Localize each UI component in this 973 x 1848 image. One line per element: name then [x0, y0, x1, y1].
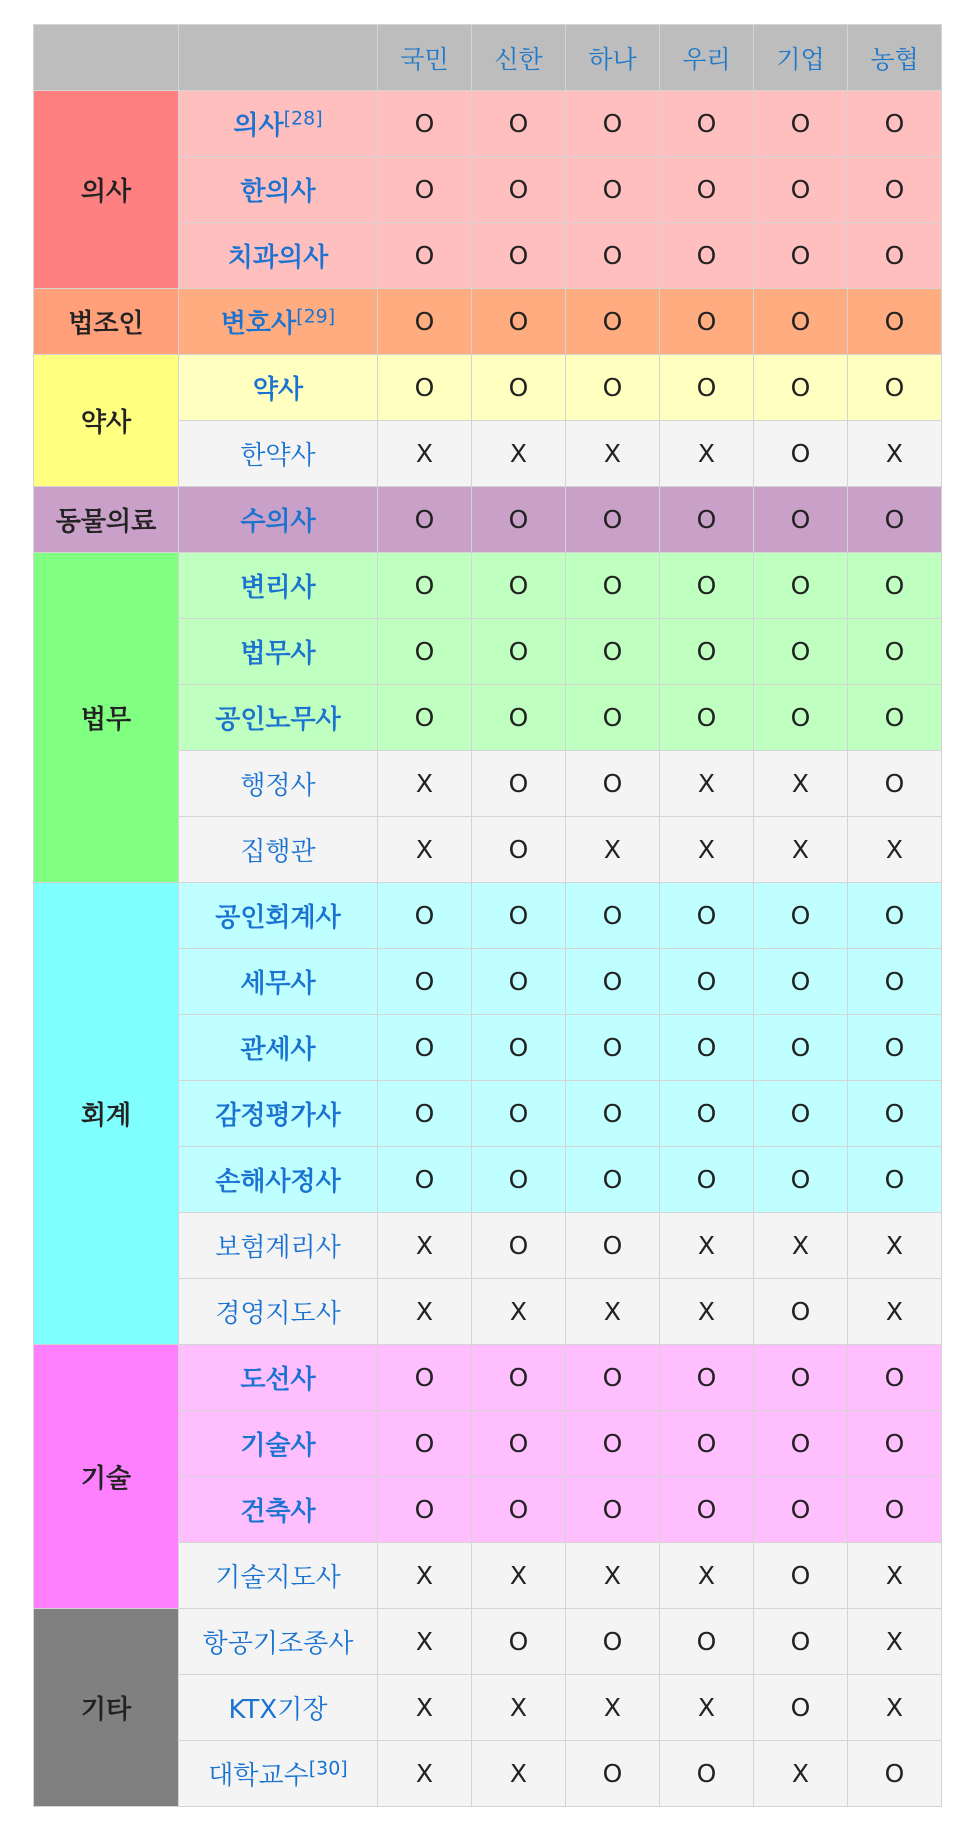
eligibility-cell: O	[660, 355, 754, 421]
eligibility-cell: O	[566, 685, 660, 751]
table-row	[34, 1345, 942, 1411]
eligibility-cell: O	[566, 883, 660, 949]
eligibility-cell: X	[378, 1609, 472, 1675]
eligibility-cell: O	[754, 619, 848, 685]
eligibility-cell: O	[378, 553, 472, 619]
job-link[interactable]	[179, 289, 378, 355]
eligibility-cell: O	[378, 619, 472, 685]
eligibility-cell: O	[566, 1081, 660, 1147]
eligibility-cell: O	[848, 289, 942, 355]
eligibility-cell: O	[566, 157, 660, 223]
eligibility-cell: O	[660, 883, 754, 949]
eligibility-cell: O	[566, 1345, 660, 1411]
eligibility-cell: O	[754, 1015, 848, 1081]
eligibility-cell: O	[378, 289, 472, 355]
footnote-ref[interactable]: [30]	[308, 1757, 348, 1780]
eligibility-cell: O	[566, 1477, 660, 1543]
eligibility-cell: O	[848, 1411, 942, 1477]
eligibility-cell: O	[472, 1081, 566, 1147]
eligibility-cell: X	[566, 1543, 660, 1609]
job-link[interactable]	[179, 553, 378, 619]
eligibility-cell: O	[378, 91, 472, 157]
eligibility-cell: O	[472, 685, 566, 751]
job-link[interactable]	[179, 1609, 378, 1675]
eligibility-cell: O	[472, 1345, 566, 1411]
job-link[interactable]	[179, 1345, 378, 1411]
eligibility-cell: O	[378, 355, 472, 421]
eligibility-cell: O	[566, 1213, 660, 1279]
eligibility-cell: O	[660, 1477, 754, 1543]
eligibility-cell: O	[378, 487, 472, 553]
eligibility-cell: O	[472, 883, 566, 949]
eligibility-cell: X	[378, 1543, 472, 1609]
eligibility-cell: O	[472, 223, 566, 289]
job-name[interactable]: 경영지도사	[215, 1299, 341, 1329]
job-name[interactable]: 건축사	[240, 1497, 316, 1527]
header-blank-job	[179, 25, 378, 91]
header-bank-ibk: 기업	[754, 25, 848, 91]
eligibility-cell: X	[660, 1213, 754, 1279]
eligibility-cell: X	[660, 1279, 754, 1345]
eligibility-cell: X	[848, 1213, 942, 1279]
eligibility-cell: X	[660, 751, 754, 817]
eligibility-cell: O	[848, 883, 942, 949]
job-link[interactable]	[179, 1147, 378, 1213]
eligibility-cell: O	[754, 1609, 848, 1675]
job-name[interactable]: 보험계리사	[215, 1233, 341, 1263]
eligibility-cell: X	[472, 1741, 566, 1807]
eligibility-cell: O	[848, 1477, 942, 1543]
eligibility-cell: X	[660, 817, 754, 883]
job-name[interactable]: 기술사	[240, 1431, 316, 1461]
job-name[interactable]: 한의사	[240, 177, 316, 207]
job-name[interactable]: 행정사	[240, 771, 316, 801]
job-link[interactable]	[179, 1279, 378, 1345]
eligibility-cell: O	[566, 949, 660, 1015]
job-link[interactable]	[179, 1213, 378, 1279]
eligibility-cell: O	[754, 1675, 848, 1741]
table-body	[34, 91, 942, 1807]
eligibility-cell: O	[566, 1147, 660, 1213]
table-row	[34, 883, 942, 949]
job-name[interactable]: 세무사	[240, 969, 316, 999]
group-label: 동물의료	[34, 487, 179, 553]
job-name[interactable]: 감정평가사	[215, 1101, 341, 1131]
eligibility-cell: O	[566, 1411, 660, 1477]
table-row	[34, 289, 942, 355]
eligibility-cell: O	[566, 619, 660, 685]
eligibility-cell: X	[472, 1675, 566, 1741]
eligibility-cell: O	[472, 157, 566, 223]
eligibility-cell: O	[754, 1081, 848, 1147]
job-name[interactable]: 대학교수	[208, 1761, 309, 1791]
eligibility-table-wrapper	[33, 24, 942, 1807]
eligibility-cell: O	[754, 1279, 848, 1345]
job-link[interactable]	[179, 487, 378, 553]
eligibility-cell: O	[566, 223, 660, 289]
eligibility-cell: X	[378, 1675, 472, 1741]
eligibility-cell: X	[848, 1609, 942, 1675]
eligibility-cell: O	[660, 685, 754, 751]
group-label: 의사	[34, 91, 179, 289]
eligibility-cell: O	[848, 223, 942, 289]
eligibility-cell: O	[660, 1015, 754, 1081]
eligibility-cell: O	[566, 751, 660, 817]
eligibility-cell: O	[378, 949, 472, 1015]
header-blank-group	[34, 25, 179, 91]
eligibility-cell: X	[848, 1543, 942, 1609]
eligibility-cell: O	[848, 1015, 942, 1081]
eligibility-cell: O	[472, 751, 566, 817]
eligibility-cell: O	[754, 1345, 848, 1411]
eligibility-cell: O	[660, 1609, 754, 1675]
job-name[interactable]: 변리사	[240, 573, 316, 603]
job-link[interactable]	[179, 685, 378, 751]
eligibility-cell: O	[566, 289, 660, 355]
eligibility-cell: X	[754, 751, 848, 817]
job-name[interactable]: 한약사	[240, 441, 316, 471]
eligibility-cell: O	[660, 91, 754, 157]
eligibility-cell: O	[754, 421, 848, 487]
eligibility-cell: O	[848, 553, 942, 619]
eligibility-cell: X	[660, 1675, 754, 1741]
eligibility-cell: O	[848, 1345, 942, 1411]
eligibility-cell: O	[754, 949, 848, 1015]
eligibility-table	[33, 24, 942, 1807]
eligibility-cell: X	[378, 751, 472, 817]
eligibility-cell: O	[754, 355, 848, 421]
eligibility-cell: X	[472, 421, 566, 487]
group-label: 법조인	[34, 289, 179, 355]
eligibility-cell: O	[754, 1147, 848, 1213]
eligibility-cell: O	[754, 157, 848, 223]
job-name[interactable]: 집행관	[240, 837, 316, 867]
eligibility-cell: O	[754, 91, 848, 157]
eligibility-cell: X	[472, 1279, 566, 1345]
job-link[interactable]	[179, 1411, 378, 1477]
eligibility-cell: O	[566, 91, 660, 157]
eligibility-cell: X	[378, 421, 472, 487]
job-link[interactable]	[179, 883, 378, 949]
eligibility-cell: O	[660, 289, 754, 355]
eligibility-cell: O	[848, 1741, 942, 1807]
eligibility-cell: O	[566, 487, 660, 553]
job-name[interactable]: 법무사	[240, 639, 316, 669]
job-link[interactable]	[179, 751, 378, 817]
job-link[interactable]	[179, 817, 378, 883]
eligibility-cell: O	[378, 1015, 472, 1081]
group-label: 법무	[34, 553, 179, 883]
group-label: 회계	[34, 883, 179, 1345]
eligibility-cell: O	[472, 1015, 566, 1081]
job-link[interactable]	[179, 1081, 378, 1147]
job-name[interactable]: 수의사	[240, 507, 316, 537]
job-link[interactable]	[179, 1741, 378, 1807]
eligibility-cell: O	[660, 619, 754, 685]
eligibility-cell: X	[566, 1675, 660, 1741]
eligibility-cell: O	[848, 91, 942, 157]
eligibility-cell: O	[378, 1147, 472, 1213]
eligibility-cell: O	[848, 949, 942, 1015]
eligibility-cell: X	[378, 1213, 472, 1279]
job-name[interactable]: 의사	[233, 111, 284, 141]
job-name[interactable]: 치과의사	[227, 243, 329, 273]
table-row	[34, 91, 942, 157]
eligibility-cell: O	[848, 619, 942, 685]
eligibility-cell: O	[660, 157, 754, 223]
eligibility-cell: O	[566, 355, 660, 421]
job-link[interactable]	[179, 949, 378, 1015]
job-name[interactable]: KTX기장	[228, 1695, 328, 1725]
table-row	[34, 487, 942, 553]
job-name[interactable]: 약사	[252, 375, 304, 405]
eligibility-cell: O	[754, 1411, 848, 1477]
eligibility-cell: X	[754, 1213, 848, 1279]
job-link[interactable]	[179, 1015, 378, 1081]
eligibility-cell: X	[566, 817, 660, 883]
eligibility-cell: X	[848, 421, 942, 487]
job-name[interactable]: 공인회계사	[215, 903, 341, 933]
eligibility-cell: O	[660, 553, 754, 619]
eligibility-cell: O	[660, 1345, 754, 1411]
job-link[interactable]	[179, 421, 378, 487]
eligibility-cell: O	[660, 1147, 754, 1213]
eligibility-cell: O	[472, 1609, 566, 1675]
job-link[interactable]	[179, 619, 378, 685]
eligibility-cell: X	[472, 1543, 566, 1609]
job-name[interactable]: 기술지도사	[215, 1563, 341, 1593]
job-link[interactable]	[179, 1675, 378, 1741]
eligibility-cell: X	[754, 817, 848, 883]
eligibility-cell: O	[378, 1411, 472, 1477]
eligibility-cell: O	[848, 355, 942, 421]
eligibility-cell: O	[848, 685, 942, 751]
eligibility-cell: O	[472, 817, 566, 883]
header-bank-hana: 하나	[566, 25, 660, 91]
eligibility-cell: O	[848, 1147, 942, 1213]
header-bank-kookmin: 국민	[378, 25, 472, 91]
eligibility-cell: O	[754, 553, 848, 619]
eligibility-cell: X	[660, 1543, 754, 1609]
group-label: 기타	[34, 1609, 179, 1807]
eligibility-cell: X	[378, 1279, 472, 1345]
eligibility-cell: O	[566, 1015, 660, 1081]
eligibility-cell: O	[472, 1213, 566, 1279]
eligibility-cell: O	[472, 949, 566, 1015]
header-bank-nh: 농협	[848, 25, 942, 91]
job-link[interactable]	[179, 91, 378, 157]
eligibility-cell: O	[472, 1477, 566, 1543]
eligibility-cell: O	[472, 289, 566, 355]
job-name[interactable]: 관세사	[240, 1035, 316, 1065]
eligibility-cell: O	[472, 619, 566, 685]
eligibility-cell: O	[660, 1411, 754, 1477]
group-label: 기술	[34, 1345, 179, 1609]
job-link[interactable]	[179, 157, 378, 223]
eligibility-cell: O	[566, 553, 660, 619]
eligibility-cell: X	[378, 817, 472, 883]
eligibility-cell: O	[472, 553, 566, 619]
eligibility-cell: O	[660, 487, 754, 553]
eligibility-cell: O	[472, 1411, 566, 1477]
eligibility-cell: X	[754, 1741, 848, 1807]
job-link[interactable]	[179, 1543, 378, 1609]
eligibility-cell: O	[566, 1609, 660, 1675]
eligibility-cell: O	[754, 1477, 848, 1543]
eligibility-cell: X	[566, 421, 660, 487]
eligibility-cell: O	[378, 1081, 472, 1147]
eligibility-cell: X	[566, 1279, 660, 1345]
table-row	[34, 553, 942, 619]
eligibility-cell: O	[660, 1741, 754, 1807]
job-link[interactable]	[179, 223, 378, 289]
eligibility-cell: O	[754, 487, 848, 553]
job-link[interactable]	[179, 1477, 378, 1543]
eligibility-cell: O	[378, 883, 472, 949]
eligibility-cell: X	[848, 817, 942, 883]
eligibility-cell: O	[660, 223, 754, 289]
eligibility-cell: O	[378, 685, 472, 751]
footnote-ref[interactable]: [29]	[296, 305, 336, 328]
eligibility-cell: X	[848, 1675, 942, 1741]
header-bank-woori: 우리	[660, 25, 754, 91]
eligibility-cell: O	[754, 289, 848, 355]
job-name[interactable]: 변호사	[220, 309, 297, 339]
job-name[interactable]: 도선사	[240, 1365, 316, 1395]
table-row	[34, 355, 942, 421]
eligibility-cell: O	[754, 223, 848, 289]
eligibility-cell: O	[472, 91, 566, 157]
header-row	[34, 25, 942, 91]
eligibility-cell: O	[378, 1345, 472, 1411]
footnote-ref[interactable]: [28]	[283, 107, 323, 130]
eligibility-cell: O	[660, 949, 754, 1015]
eligibility-cell: O	[848, 1081, 942, 1147]
table-row	[34, 1609, 942, 1675]
eligibility-cell: O	[566, 1741, 660, 1807]
eligibility-cell: O	[754, 1543, 848, 1609]
eligibility-cell: O	[660, 1081, 754, 1147]
eligibility-cell: O	[378, 157, 472, 223]
eligibility-cell: X	[660, 421, 754, 487]
eligibility-cell: O	[472, 355, 566, 421]
eligibility-cell: O	[472, 1147, 566, 1213]
eligibility-cell: X	[378, 1741, 472, 1807]
job-link[interactable]	[179, 355, 378, 421]
eligibility-cell: O	[378, 1477, 472, 1543]
eligibility-cell: O	[848, 751, 942, 817]
group-label: 약사	[34, 355, 179, 487]
eligibility-cell: O	[848, 487, 942, 553]
eligibility-cell: O	[754, 883, 848, 949]
header-bank-shinhan: 신한	[472, 25, 566, 91]
eligibility-cell: O	[754, 685, 848, 751]
eligibility-cell: O	[378, 223, 472, 289]
eligibility-cell: X	[848, 1279, 942, 1345]
eligibility-cell: O	[848, 157, 942, 223]
job-name[interactable]: 항공기조종사	[202, 1629, 354, 1659]
job-name[interactable]: 손해사정사	[215, 1167, 341, 1197]
eligibility-cell: O	[472, 487, 566, 553]
job-name[interactable]: 공인노무사	[215, 705, 341, 735]
